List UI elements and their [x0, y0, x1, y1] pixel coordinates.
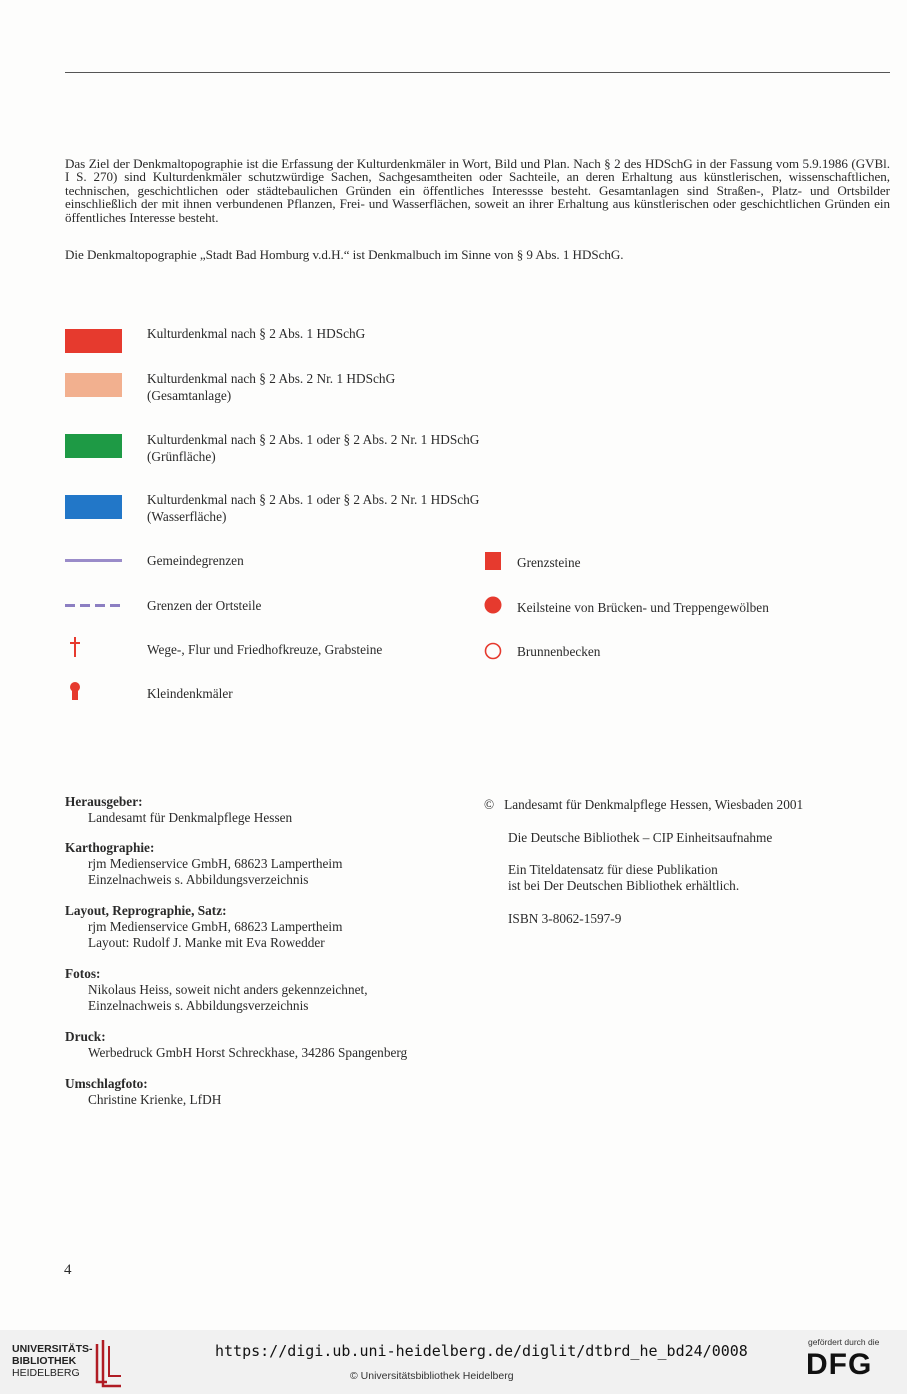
credits-druck: Druck: Werbedruck GmbH Horst Schreckhase, 34286 Spangenberg	[65, 1029, 408, 1060]
legend-label-kleindenkmaeler: Kleindenkmäler	[147, 686, 233, 701]
credits-fotos: Fotos: Nikolaus Heiss, soweit nicht anders gekennzeichnet, Einzelnachweis s. Abbildungsverzeichnis	[65, 966, 368, 1013]
ub-heidelberg-logo[interactable]: UNIVERSITÄTS- BIBLIOTHEK HEIDELBERG	[12, 1343, 93, 1379]
credits-herausgeber: Herausgeber: Landesamt für Denkmalpflege Hessen	[65, 794, 293, 825]
legend-label-1: Kulturdenkmal nach § 2 Abs. 1 HDSchG	[147, 326, 366, 341]
gemeindegrenzen-line	[65, 559, 122, 562]
imprint-copyright: © Landesamt für Denkmalpflege Hessen, Wiesbaden 2001	[484, 797, 804, 812]
dfg-logo[interactable]: DFG	[806, 1348, 873, 1381]
legend-label-ortsteile: Grenzen der Ortsteile	[147, 598, 262, 613]
intro-paragraph-2: Die Denkmaltopographie „Stadt Bad Homburg v.d.H.“ ist Denkmalbuch im Sinne von § 9 Abs. 1 HDSchG.	[65, 247, 624, 262]
legend-label-4: Kulturdenkmal nach § 2 Abs. 1 oder § 2 Abs. 2 Nr. 1 HDSchG (Wasserfläche)	[147, 492, 480, 524]
swatch-gesamtanlage	[65, 373, 122, 397]
legend-label-2: Kulturdenkmal nach § 2 Abs. 2 Nr. 1 HDSchG (Gesamtanlage)	[147, 371, 396, 403]
top-rule	[65, 72, 890, 73]
imprint-isbn: ISBN 3-8062-1597-9	[508, 911, 622, 926]
legend-label-keilsteine: Keilsteine von Brücken- und Treppengewölben	[517, 600, 769, 615]
footer-bar	[0, 1330, 907, 1394]
imprint-titeldatensatz: Ein Titeldatensatz für diese Publikation ist bei Der Deutschen Bibliothek erhältlich.	[508, 862, 740, 893]
brunnenbecken-ring-icon	[484, 642, 502, 660]
credits-umschlagfoto: Umschlagfoto: Christine Krienke, LfDH	[65, 1076, 222, 1107]
page-number: 4	[64, 1262, 72, 1278]
legend-label-kreuze: Wege-, Flur und Friedhofkreuze, Grabsteine	[147, 642, 383, 657]
intro-paragraph-1: Das Ziel der Denkmaltopographie ist die Erfassung der Kulturdenkmäler in Wort, Bild und Plan. Nach § 2 des HDSchG in der Fassung vom 5.9.1986 (GVBl. I S. 270) sind Kulturdenkmäler schutzwürdige Sachen, Sachgesamtheiten oder Sachteile, an deren Erhaltung aus künstlerischen, wissenschaftlichen, technischen, geschichtlichen oder städtebaulichen Gründen ein öffentliches Interessse besteht. Gesamtanlagen sind Straßen-, Platz- und Ortsbilder einschließlich der mit ihnen verbundenen Pflanzen, Frei- und Wasserflächen, soweit an ihrer Erhaltung aus künstlerischen oder geschichtlichen Gründen ein öffentliches Interesse besteht.	[65, 156, 890, 225]
grenzstein-square-icon	[485, 552, 502, 571]
ortsteile-dashed-line	[65, 604, 122, 607]
legend-label-gemeindegrenzen: Gemeindegrenzen	[147, 553, 244, 568]
credits-kartographie: Karthographie: rjm Medienservice GmbH, 68623 Lampertheim Einzelnachweis s. Abbildungsverzeichnis	[65, 840, 343, 887]
legend-label-3: Kulturdenkmal nach § 2 Abs. 1 oder § 2 Abs. 2 Nr. 1 HDSchG (Grünfläche)	[147, 432, 480, 464]
imprint-cip: Die Deutsche Bibliothek – CIP Einheitsaufnahme	[508, 830, 773, 845]
legend-label-grenzsteine: Grenzsteine	[517, 555, 581, 570]
legend-label-brunnenbecken: Brunnenbecken	[517, 644, 601, 659]
footer-copyright: © Universitätsbibliothek Heidelberg	[350, 1370, 514, 1382]
credits-layout: Layout, Reprographie, Satz: rjm Medienservice GmbH, 68623 Lampertheim Layout: Rudolf J. Manke mit Eva Rowedder	[65, 903, 343, 950]
permalink-url[interactable]: https://digi.ub.uni-heidelberg.de/diglit/dtbrd_he_bd24/0008	[215, 1342, 748, 1360]
keilstein-filled-circle-icon	[484, 596, 502, 614]
dfg-funding-text: gefördert durch die	[808, 1337, 880, 1347]
kleindenkmal-icon	[68, 681, 82, 701]
swatch-wasserflaeche	[65, 495, 122, 519]
swatch-gruenflaeche	[65, 434, 122, 458]
swatch-kulturdenkmal	[65, 329, 122, 353]
ub-heidelberg-mark-icon	[93, 1338, 125, 1388]
cross-icon	[69, 637, 81, 657]
